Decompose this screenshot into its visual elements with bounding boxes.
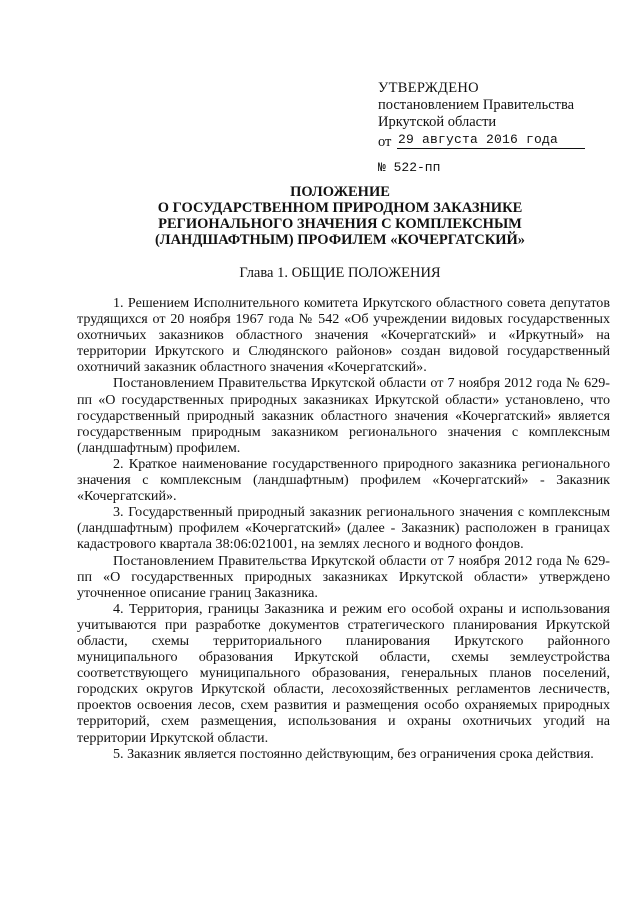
approval-heading: УТВЕРЖДЕНО xyxy=(378,80,479,96)
approval-authority: постановлением Правительства xyxy=(378,97,575,113)
title-line-2: О ГОСУДАРСТВЕННОМ ПРИРОДНОМ ЗАКАЗНИКЕ xyxy=(157,200,523,216)
paragraph-3: 2. Краткое наименование государственного природного заказника регионального значения с комплексным (ландшафтным) профилем «Кочергатский» - Заказник «Кочергатский». xyxy=(77,455,610,505)
document-body xyxy=(77,295,610,762)
paragraph-2: Постановлением Правительства Иркутской области от 7 ноября 2012 года № 629-пп «О государственных природных заказниках Иркутской области» установлено, что государственный природный заказник областного значения «Кочергатский» является государственным природным заказником регионального значения с комплексным (ландшафтным) профилем. xyxy=(77,375,610,456)
approval-date-prefix: от xyxy=(378,134,392,150)
paragraph-7: 5. Заказник является постоянно действующим, без ограничения срока действия. xyxy=(113,745,594,762)
title-line-3: РЕГИОНАЛЬНОГО ЗНАЧЕНИЯ С КОМПЛЕКСНЫМ xyxy=(158,216,522,232)
chapter-heading: Глава 1. ОБЩИЕ ПОЛОЖЕНИЯ xyxy=(239,265,441,281)
paragraph-1: 1. Решением Исполнительного комитета Иркутского областного совета депутатов трудящихся от 20 ноября 1967 года № 542 «Об учреждении видовых государственных охотничьих заказников областного значения «Кочергатский» и «Иркутный» на территории Иркутского и Слюдянского районов» создан видовой государственный охотничий заказник областного значения «Кочергатский». xyxy=(77,295,610,376)
paragraph-5: Постановлением Правительства Иркутской области от 7 ноября 2012 года № 629-пп «О государственных природных заказниках Иркутской области» утверждено уточненное описание границ Заказника. xyxy=(77,552,610,601)
title-line-4: (ЛАНДШАФТНЫМ) ПРОФИЛЕМ «КОЧЕРГАТСКИЙ» xyxy=(154,232,526,248)
approval-number: № 522-пп xyxy=(378,160,441,175)
title-line-1: ПОЛОЖЕНИЕ xyxy=(290,184,390,200)
paragraph-6: 4. Территория, границы Заказника и режим его особой охраны и использования учитываются при разработке документов стратегического планирования Иркутской области, схемы территориального планирования Иркутского районного муниципального образования Иркутской области, схемы землеустройства соответствующего муниципального образования, генеральных планов поселений, городских округов Иркутской области, лесохозяйственных регламентов лесничеств, проектов освоения лесов, схем развития и размещения особо охраняемых природных территорий, схем размещения, использования и охраны охотничьих угодий на территории Иркутской области. xyxy=(77,600,610,746)
approval-date: 29 августа 2016 года xyxy=(397,131,585,149)
approval-date-line xyxy=(378,131,598,151)
approval-region: Иркутской области xyxy=(378,114,497,130)
document-title xyxy=(100,184,580,248)
paragraph-4: 3. Государственный природный заказник регионального значения с комплексным (ландшафтным) профилем «Кочергатский» (далее - Заказник) расположен в границах кадастрового квартала 38:06:021001, на землях лесного и водного фондов. xyxy=(77,504,610,553)
approval-stamp xyxy=(378,80,598,176)
